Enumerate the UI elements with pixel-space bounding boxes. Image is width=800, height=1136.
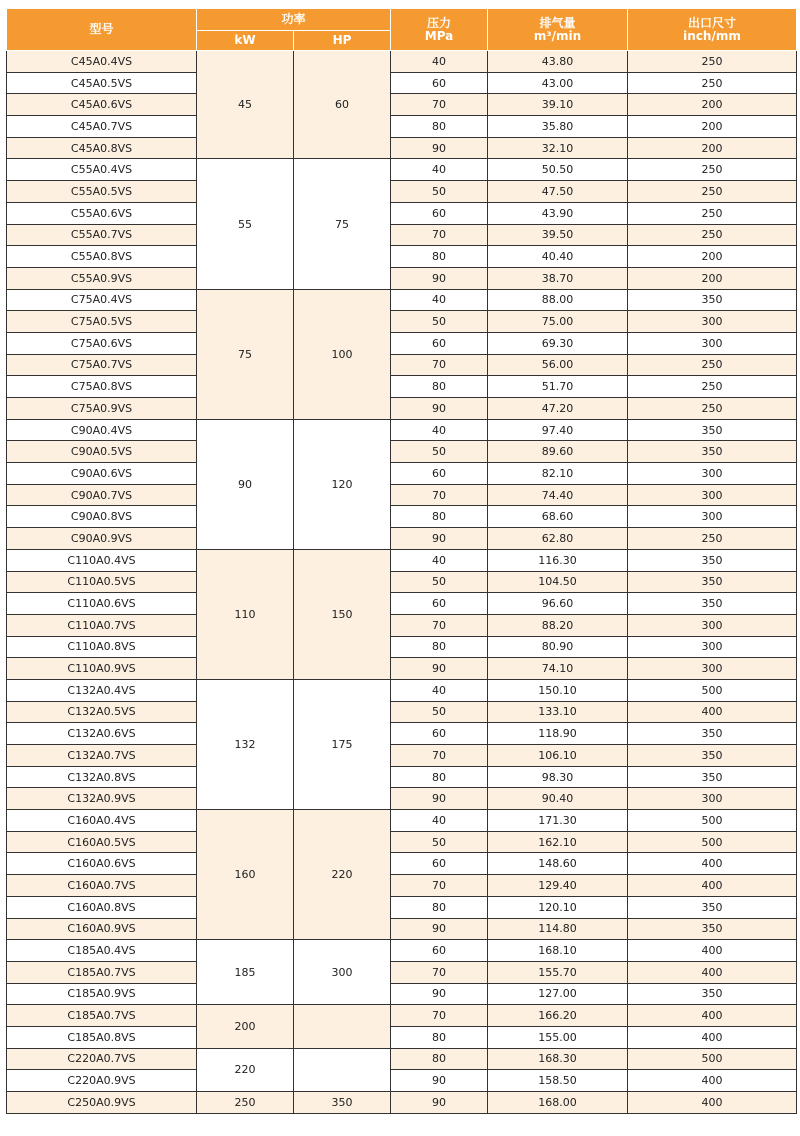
cell-pressure: 70 [391, 745, 488, 767]
cell-outlet: 300 [628, 614, 797, 636]
table-row [7, 614, 797, 636]
cell-flow: 43.00 [488, 72, 628, 94]
cell-outlet: 500 [628, 679, 797, 701]
cell-flow: 43.90 [488, 202, 628, 224]
cell-flow: 39.50 [488, 224, 628, 246]
cell-power-hp: 175 [294, 679, 391, 809]
header-outlet-label: 出口尺寸 [688, 15, 737, 30]
cell-pressure: 70 [391, 354, 488, 376]
cell-flow: 82.10 [488, 463, 628, 485]
cell-outlet: 400 [628, 701, 797, 723]
cell-model: C75A0.5VS [7, 311, 197, 333]
cell-model: C160A0.7VS [7, 875, 197, 897]
cell-model: C110A0.8VS [7, 636, 197, 658]
cell-outlet: 300 [628, 484, 797, 506]
cell-outlet: 400 [628, 1005, 797, 1027]
cell-power-hp: 350 [294, 1092, 391, 1114]
compressor-spec-table [6, 8, 797, 1114]
cell-outlet: 350 [628, 593, 797, 615]
cell-outlet: 300 [628, 658, 797, 680]
cell-model: C75A0.7VS [7, 354, 197, 376]
table-row [7, 181, 797, 203]
cell-outlet: 200 [628, 137, 797, 159]
table-row [7, 332, 797, 354]
cell-model: C55A0.7VS [7, 224, 197, 246]
table-row [7, 940, 797, 962]
table-row [7, 506, 797, 528]
cell-model: C110A0.9VS [7, 658, 197, 680]
cell-power-hp: 100 [294, 289, 391, 419]
table-row [7, 72, 797, 94]
cell-outlet: 300 [628, 332, 797, 354]
cell-power-hp [294, 1005, 391, 1048]
cell-flow: 47.20 [488, 398, 628, 420]
cell-flow: 127.00 [488, 983, 628, 1005]
cell-power-hp: 300 [294, 940, 391, 1005]
cell-pressure: 60 [391, 593, 488, 615]
cell-outlet: 350 [628, 918, 797, 940]
cell-outlet: 400 [628, 875, 797, 897]
header-pressure [391, 9, 488, 51]
cell-flow: 47.50 [488, 181, 628, 203]
cell-outlet: 500 [628, 810, 797, 832]
cell-outlet: 400 [628, 961, 797, 983]
table-row [7, 1026, 797, 1048]
cell-flow: 114.80 [488, 918, 628, 940]
cell-outlet: 250 [628, 528, 797, 550]
cell-pressure: 40 [391, 419, 488, 441]
cell-model: C185A0.9VS [7, 983, 197, 1005]
cell-outlet: 350 [628, 896, 797, 918]
cell-flow: 120.10 [488, 896, 628, 918]
cell-outlet: 250 [628, 202, 797, 224]
cell-model: C75A0.8VS [7, 376, 197, 398]
table-row [7, 679, 797, 701]
header-outlet-unit: inch/mm [683, 28, 741, 43]
cell-power-kw: 110 [197, 549, 294, 679]
cell-flow: 98.30 [488, 766, 628, 788]
table-row [7, 441, 797, 463]
cell-flow: 40.40 [488, 246, 628, 268]
table-row [7, 636, 797, 658]
cell-outlet: 250 [628, 398, 797, 420]
cell-flow: 68.60 [488, 506, 628, 528]
cell-model: C90A0.8VS [7, 506, 197, 528]
cell-model: C55A0.8VS [7, 246, 197, 268]
cell-outlet: 250 [628, 72, 797, 94]
cell-model: C75A0.9VS [7, 398, 197, 420]
cell-pressure: 50 [391, 181, 488, 203]
table-row [7, 875, 797, 897]
cell-flow: 106.10 [488, 745, 628, 767]
cell-pressure: 40 [391, 549, 488, 571]
cell-outlet: 250 [628, 159, 797, 181]
cell-model: C90A0.9VS [7, 528, 197, 550]
cell-pressure: 90 [391, 1092, 488, 1114]
cell-model: C90A0.6VS [7, 463, 197, 485]
table-row [7, 246, 797, 268]
table-row [7, 701, 797, 723]
cell-pressure: 80 [391, 1026, 488, 1048]
cell-outlet: 300 [628, 311, 797, 333]
cell-power-hp: 220 [294, 810, 391, 940]
cell-model: C75A0.4VS [7, 289, 197, 311]
table-row [7, 116, 797, 138]
cell-model: C160A0.8VS [7, 896, 197, 918]
cell-power-kw: 75 [197, 289, 294, 419]
cell-pressure: 60 [391, 463, 488, 485]
cell-pressure: 70 [391, 875, 488, 897]
cell-pressure: 50 [391, 831, 488, 853]
table-row [7, 961, 797, 983]
cell-pressure: 70 [391, 94, 488, 116]
cell-power-kw: 90 [197, 419, 294, 549]
cell-model: C55A0.9VS [7, 267, 197, 289]
table-row [7, 137, 797, 159]
table-row [7, 788, 797, 810]
cell-pressure: 90 [391, 788, 488, 810]
cell-model: C110A0.7VS [7, 614, 197, 636]
cell-pressure: 40 [391, 810, 488, 832]
table-body [7, 51, 797, 1114]
cell-flow: 166.20 [488, 1005, 628, 1027]
cell-flow: 69.30 [488, 332, 628, 354]
cell-model: C90A0.5VS [7, 441, 197, 463]
cell-outlet: 400 [628, 853, 797, 875]
cell-flow: 75.00 [488, 311, 628, 333]
cell-flow: 104.50 [488, 571, 628, 593]
table-row [7, 159, 797, 181]
cell-pressure: 70 [391, 224, 488, 246]
cell-outlet: 300 [628, 788, 797, 810]
cell-flow: 158.50 [488, 1070, 628, 1092]
table-row [7, 918, 797, 940]
table-row [7, 484, 797, 506]
cell-pressure: 90 [391, 267, 488, 289]
table-row [7, 202, 797, 224]
header-flow-unit: m³/min [533, 28, 582, 43]
cell-flow: 96.60 [488, 593, 628, 615]
table-row [7, 571, 797, 593]
cell-flow: 56.00 [488, 354, 628, 376]
cell-power-hp: 120 [294, 419, 391, 549]
cell-pressure: 90 [391, 137, 488, 159]
cell-pressure: 60 [391, 853, 488, 875]
cell-power-kw: 132 [197, 679, 294, 809]
header-pressure-unit: MPa [424, 28, 454, 43]
cell-power-kw: 160 [197, 810, 294, 940]
cell-pressure: 90 [391, 1070, 488, 1092]
cell-flow: 155.00 [488, 1026, 628, 1048]
header-hp: HP [294, 31, 391, 51]
cell-pressure: 80 [391, 376, 488, 398]
cell-outlet: 500 [628, 831, 797, 853]
cell-pressure: 80 [391, 246, 488, 268]
cell-outlet: 500 [628, 1048, 797, 1070]
table-row [7, 1048, 797, 1070]
cell-outlet: 300 [628, 506, 797, 528]
cell-model: C90A0.7VS [7, 484, 197, 506]
header-outlet [628, 9, 797, 51]
table-row [7, 983, 797, 1005]
cell-model: C220A0.7VS [7, 1048, 197, 1070]
cell-flow: 171.30 [488, 810, 628, 832]
cell-pressure: 90 [391, 658, 488, 680]
cell-outlet: 200 [628, 94, 797, 116]
cell-flow: 51.70 [488, 376, 628, 398]
cell-flow: 32.10 [488, 137, 628, 159]
cell-pressure: 90 [391, 398, 488, 420]
cell-flow: 155.70 [488, 961, 628, 983]
cell-model: C160A0.5VS [7, 831, 197, 853]
cell-pressure: 40 [391, 51, 488, 73]
cell-model: C185A0.8VS [7, 1026, 197, 1048]
cell-flow: 43.80 [488, 51, 628, 73]
cell-outlet: 250 [628, 354, 797, 376]
table-row [7, 1005, 797, 1027]
cell-pressure: 80 [391, 116, 488, 138]
cell-model: C185A0.7VS [7, 961, 197, 983]
cell-model: C132A0.9VS [7, 788, 197, 810]
table-row [7, 745, 797, 767]
cell-flow: 168.30 [488, 1048, 628, 1070]
cell-outlet: 250 [628, 224, 797, 246]
cell-model: C55A0.6VS [7, 202, 197, 224]
cell-model: C45A0.5VS [7, 72, 197, 94]
table-row [7, 593, 797, 615]
cell-flow: 133.10 [488, 701, 628, 723]
cell-pressure: 80 [391, 766, 488, 788]
cell-outlet: 350 [628, 441, 797, 463]
cell-model: C90A0.4VS [7, 419, 197, 441]
cell-outlet: 350 [628, 571, 797, 593]
cell-model: C132A0.7VS [7, 745, 197, 767]
cell-flow: 97.40 [488, 419, 628, 441]
cell-power-hp: 150 [294, 549, 391, 679]
cell-pressure: 50 [391, 701, 488, 723]
cell-flow: 88.20 [488, 614, 628, 636]
table-row [7, 810, 797, 832]
cell-flow: 88.00 [488, 289, 628, 311]
cell-pressure: 50 [391, 441, 488, 463]
cell-pressure: 60 [391, 202, 488, 224]
cell-model: C55A0.5VS [7, 181, 197, 203]
cell-pressure: 50 [391, 571, 488, 593]
cell-pressure: 80 [391, 506, 488, 528]
table-row [7, 354, 797, 376]
cell-outlet: 400 [628, 940, 797, 962]
cell-pressure: 60 [391, 72, 488, 94]
cell-model: C75A0.6VS [7, 332, 197, 354]
cell-flow: 80.90 [488, 636, 628, 658]
cell-power-kw: 250 [197, 1092, 294, 1114]
cell-model: C45A0.4VS [7, 51, 197, 73]
cell-power-kw: 55 [197, 159, 294, 289]
cell-flow: 129.40 [488, 875, 628, 897]
cell-flow: 168.00 [488, 1092, 628, 1114]
cell-flow: 162.10 [488, 831, 628, 853]
cell-model: C45A0.6VS [7, 94, 197, 116]
table-row [7, 311, 797, 333]
cell-flow: 150.10 [488, 679, 628, 701]
table-row [7, 528, 797, 550]
table-row [7, 376, 797, 398]
cell-model: C110A0.5VS [7, 571, 197, 593]
header-power: 功率 [197, 9, 391, 31]
cell-pressure: 70 [391, 961, 488, 983]
cell-flow: 148.60 [488, 853, 628, 875]
cell-pressure: 90 [391, 528, 488, 550]
cell-model: C55A0.4VS [7, 159, 197, 181]
cell-model: C185A0.7VS [7, 1005, 197, 1027]
cell-pressure: 70 [391, 1005, 488, 1027]
cell-power-hp: 75 [294, 159, 391, 289]
header-flow [488, 9, 628, 51]
cell-pressure: 80 [391, 896, 488, 918]
table-row [7, 267, 797, 289]
cell-pressure: 70 [391, 484, 488, 506]
cell-pressure: 70 [391, 614, 488, 636]
cell-pressure: 80 [391, 1048, 488, 1070]
table-row [7, 896, 797, 918]
cell-model: C45A0.8VS [7, 137, 197, 159]
cell-pressure: 50 [391, 311, 488, 333]
header-kw: kW [197, 31, 294, 51]
cell-pressure: 60 [391, 332, 488, 354]
table-row [7, 51, 797, 73]
table-row [7, 289, 797, 311]
cell-outlet: 350 [628, 419, 797, 441]
cell-outlet: 250 [628, 181, 797, 203]
table-row [7, 831, 797, 853]
cell-outlet: 200 [628, 116, 797, 138]
cell-power-kw: 45 [197, 51, 294, 159]
cell-model: C160A0.6VS [7, 853, 197, 875]
cell-flow: 168.10 [488, 940, 628, 962]
table-row [7, 853, 797, 875]
cell-outlet: 400 [628, 1092, 797, 1114]
table-row [7, 398, 797, 420]
cell-model: C110A0.6VS [7, 593, 197, 615]
cell-flow: 74.40 [488, 484, 628, 506]
cell-outlet: 350 [628, 549, 797, 571]
cell-outlet: 400 [628, 1026, 797, 1048]
table-row [7, 94, 797, 116]
cell-outlet: 350 [628, 983, 797, 1005]
cell-model: C250A0.9VS [7, 1092, 197, 1114]
cell-outlet: 350 [628, 745, 797, 767]
cell-model: C160A0.4VS [7, 810, 197, 832]
cell-power-hp [294, 1048, 391, 1091]
cell-outlet: 200 [628, 246, 797, 268]
cell-pressure: 90 [391, 983, 488, 1005]
cell-model: C160A0.9VS [7, 918, 197, 940]
cell-outlet: 200 [628, 267, 797, 289]
cell-outlet: 250 [628, 51, 797, 73]
cell-flow: 89.60 [488, 441, 628, 463]
header-flow-label: 排气量 [539, 15, 576, 30]
cell-power-kw: 185 [197, 940, 294, 1005]
cell-pressure: 80 [391, 636, 488, 658]
cell-flow: 38.70 [488, 267, 628, 289]
cell-outlet: 350 [628, 766, 797, 788]
cell-outlet: 300 [628, 463, 797, 485]
cell-outlet: 350 [628, 289, 797, 311]
table-row [7, 658, 797, 680]
header-pressure-label: 压力 [427, 15, 452, 30]
table-row [7, 1092, 797, 1114]
cell-power-hp: 60 [294, 51, 391, 159]
cell-model: C185A0.4VS [7, 940, 197, 962]
cell-pressure: 60 [391, 723, 488, 745]
cell-outlet: 400 [628, 1070, 797, 1092]
cell-outlet: 350 [628, 723, 797, 745]
table-row [7, 419, 797, 441]
cell-flow: 39.10 [488, 94, 628, 116]
cell-model: C132A0.8VS [7, 766, 197, 788]
table-row [7, 723, 797, 745]
table-header [7, 9, 797, 51]
cell-model: C132A0.6VS [7, 723, 197, 745]
cell-outlet: 300 [628, 636, 797, 658]
cell-flow: 116.30 [488, 549, 628, 571]
cell-flow: 90.40 [488, 788, 628, 810]
table-row [7, 549, 797, 571]
table-row [7, 224, 797, 246]
table-row [7, 1070, 797, 1092]
cell-pressure: 90 [391, 918, 488, 940]
cell-model: C132A0.4VS [7, 679, 197, 701]
cell-pressure: 60 [391, 940, 488, 962]
cell-model: C110A0.4VS [7, 549, 197, 571]
cell-model: C45A0.7VS [7, 116, 197, 138]
table-row [7, 463, 797, 485]
cell-pressure: 40 [391, 679, 488, 701]
cell-pressure: 40 [391, 159, 488, 181]
cell-flow: 35.80 [488, 116, 628, 138]
cell-flow: 62.80 [488, 528, 628, 550]
cell-flow: 50.50 [488, 159, 628, 181]
cell-power-kw: 200 [197, 1005, 294, 1048]
cell-outlet: 250 [628, 376, 797, 398]
cell-flow: 74.10 [488, 658, 628, 680]
cell-model: C132A0.5VS [7, 701, 197, 723]
cell-model: C220A0.9VS [7, 1070, 197, 1092]
header-model: 型号 [7, 9, 197, 51]
table-row [7, 766, 797, 788]
cell-pressure: 40 [391, 289, 488, 311]
cell-flow: 118.90 [488, 723, 628, 745]
cell-power-kw: 220 [197, 1048, 294, 1091]
